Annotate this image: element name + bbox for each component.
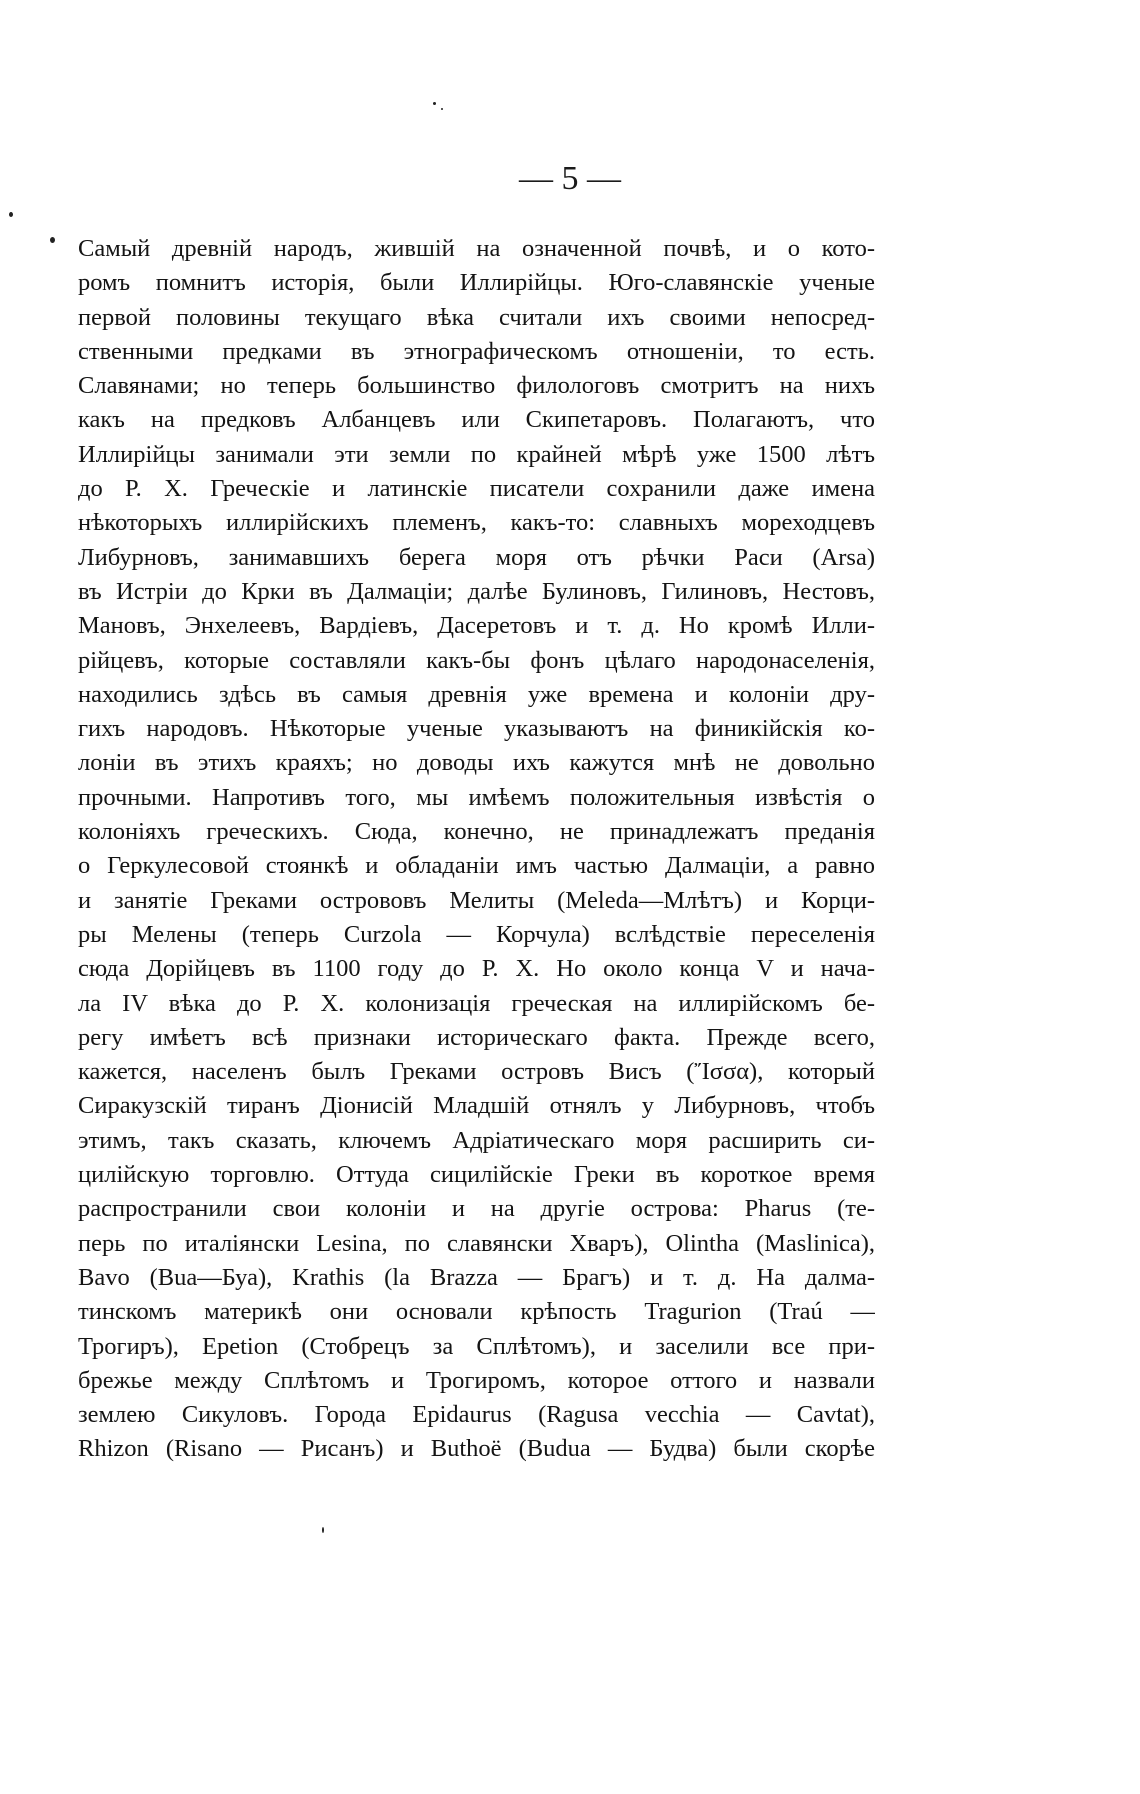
text-line: брежье между Сплѣтомъ и Трогиромъ, которое оттого и назвали: [78, 1366, 875, 1394]
text-line: о Геркулесовой стоянкѣ и обладаніи имъ частью Далмаціи, а равно: [78, 852, 875, 880]
scan-speck: [441, 108, 443, 110]
text-line: ственными предками въ этнографическомъ отношеніи, то есть.: [78, 337, 875, 365]
text-line: первой половины текущаго вѣка считали ихъ своими непосред-: [78, 303, 875, 331]
text-line: ла IV вѣка до Р. Х. колонизація греческая на иллирійскомъ бе-: [78, 989, 875, 1017]
page-number: — 5 —: [519, 160, 621, 197]
text-line: Иллирійцы занимали эти земли по крайней мѣрѣ уже 1500 лѣтъ: [78, 440, 875, 468]
text-line: нѣкоторыхъ иллирійскихъ племенъ, какъ-то: славныхъ мореходцевъ: [78, 509, 875, 537]
text-line: колоніяхъ греческихъ. Сюда, конечно, не принадлежатъ преданія: [78, 818, 875, 846]
text-line: перь по италіянски Lesina, по славянски Хваръ), Olintha (Maslinica),: [78, 1229, 875, 1257]
text-line: Самый древній народъ, жившій на означенной почвѣ, и о кото-: [78, 235, 875, 262]
text-line: Трогиръ), Epetion (Стобрецъ за Сплѣтомъ), и заселили все при-: [78, 1332, 875, 1360]
text-line: сюда Дорійцевъ въ 1100 году до Р. Х. Но около конца V и нача-: [78, 955, 875, 983]
scan-speck: [433, 102, 436, 105]
text-line: кажется, населенъ былъ Греками островъ Висъ (Ἴσσα), который: [78, 1058, 875, 1086]
text-line: Либурновъ, занимавшихъ берега моря отъ рѣчки Раси (Arsa): [78, 543, 875, 571]
text-line: этимъ, такъ сказать, ключемъ Адріатическаго моря расширить си-: [78, 1126, 875, 1154]
text-line: прочными. Напротивъ того, мы имѣемъ положительныя извѣстія о: [78, 783, 875, 811]
text-line: гихъ народовъ. Нѣкоторые ученые указываютъ на финикійскія ко-: [78, 715, 875, 743]
text-line: Сиракузскій тиранъ Діонисій Младшій отнялъ у Либурновъ, чтобъ: [78, 1092, 875, 1120]
text-line: распространили свои колоніи и на другіе острова: Pharus (те-: [78, 1195, 875, 1223]
text-line: какъ на предковъ Албанцевъ или Скипетаровъ. Полагаютъ, что: [78, 406, 875, 434]
text-line: до Р. Х. Греческіе и латинскіе писатели сохранили даже имена: [78, 475, 875, 503]
text-line: лоніи въ этихъ краяхъ; но доводы ихъ кажутся мнѣ не довольно: [78, 749, 875, 777]
text-line: Мановъ, Энхелеевъ, Вардіевъ, Дасеретовъ и т. д. Но кромѣ Илли-: [78, 612, 875, 640]
scan-speck: [50, 237, 55, 243]
text-line: Bavo (Bua—Буа), Krathis (la Brazza — Брагъ) и т. д. На далма-: [78, 1263, 875, 1291]
scan-speck: [322, 1527, 324, 1533]
text-line: цилійскую торговлю. Оттуда сицилійскіе Греки въ короткое время: [78, 1161, 875, 1189]
body-text: [78, 232, 875, 1467]
text-line: рійцевъ, которые составляли какъ-бы фонъ цѣлаго народонаселенія,: [78, 646, 875, 674]
text-line: Славянами; но теперь большинство филологовъ смотритъ на нихъ: [78, 372, 875, 400]
text-line: Rhizon (Risano — Рисанъ) и Buthoë (Budua — Будва) были скорѣе: [78, 1435, 875, 1463]
text-line: въ Истріи до Крки въ Далмаціи; далѣе Булиновъ, Гилиновъ, Нестовъ,: [78, 577, 875, 605]
text-line: ромъ помнитъ исторія, были Иллирійцы. Юго-славянскіе ученые: [78, 269, 875, 297]
text-line: находились здѣсь въ самыя древнія уже времена и колоніи дру-: [78, 680, 875, 708]
text-line: и занятіе Греками острововъ Мелиты (Meleda—Млѣтъ) и Корци-: [78, 886, 875, 914]
text-line: ры Мелены (теперь Curzola — Корчула) вслѣдствіе переселенія: [78, 920, 875, 948]
text-line: землею Сикуловъ. Города Epidaurus (Ragusa vecchia — Cavtat),: [78, 1401, 875, 1429]
text-line: тинскомъ материкѣ они основали крѣпость Tragurion (Traú —: [78, 1298, 875, 1326]
scan-speck: [9, 212, 13, 217]
text-line: регу имѣетъ всѣ признаки историческаго факта. Прежде всего,: [78, 1023, 875, 1051]
